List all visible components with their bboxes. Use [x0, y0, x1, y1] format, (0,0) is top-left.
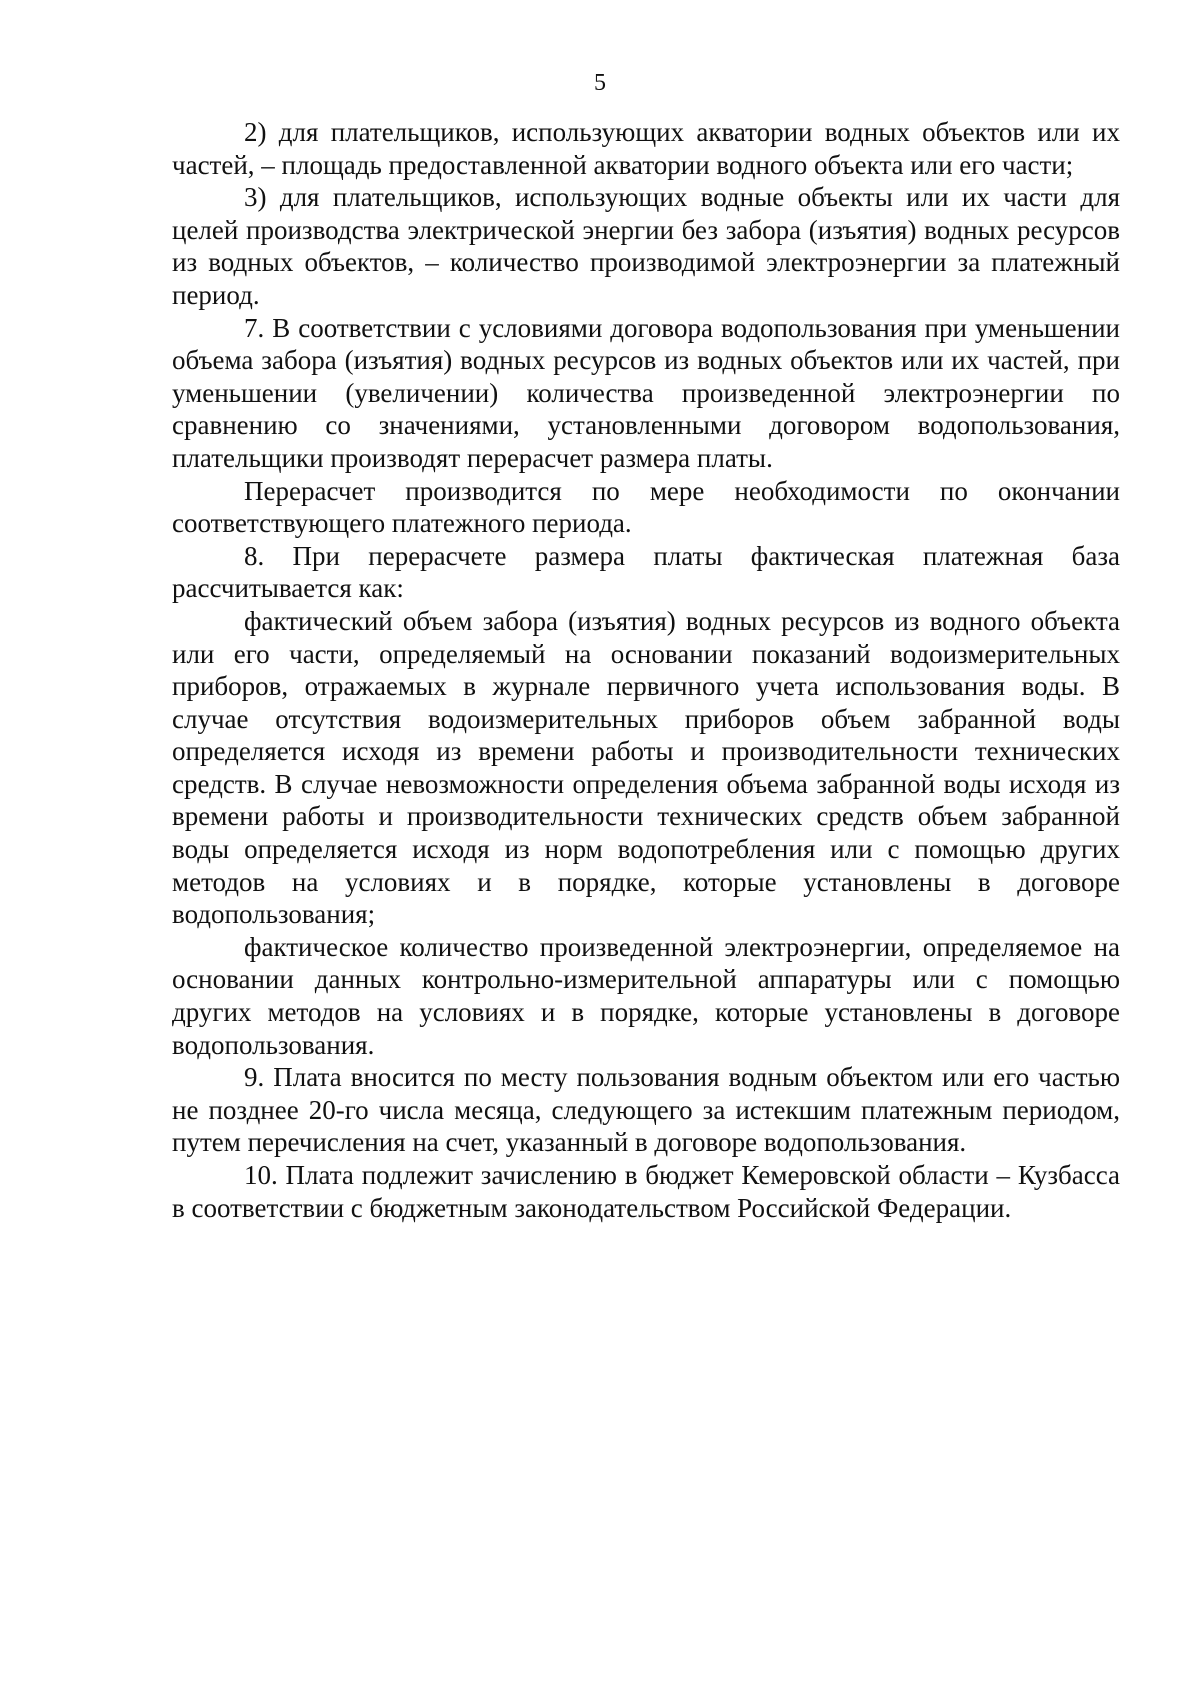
paragraph-actual-volume: фактический объем забора (изъятия) водных ресурсов из водного объекта или его части, определяемый на основании показаний водоизмерительных приборов, отражаемых в журнале первичного учета использования воды. В случае отсутствия водоизмерительных приборов объем забранной воды определяется исходя из времени работы и производительности технических средств. В случае невозможности определения объема забранной воды исходя из времени работы и производительности технических средств объем забранной воды определяется исходя из норм водопотребления или с помощью других методов на условиях и в порядке, которые установлены в договоре водопользования;: [172, 605, 1120, 930]
paragraph-clause-7: 7. В соответствии с условиями договора водопользования при уменьшении объема забора (изъятия) водных ресурсов из водных объектов или их частей, при уменьшении (увеличении) количества произведенной электроэнергии по сравнению со значениями, установленными договором водопользования, плательщики производят перерасчет размера платы.: [172, 312, 1120, 473]
paragraph-clause-9: 9. Плата вносится по месту пользования водным объектом или его частью не позднее 20-го числа месяца, следующего за истекшим платежным периодом, путем перечисления на счет, указанный в договоре водопользования.: [172, 1062, 1120, 1158]
paragraph-clause-10: 10. Плата подлежит зачислению в бюджет Кемеровской области – Кузбасса в соответствии с бюджетным законодательством Российской Федерации.: [172, 1160, 1120, 1223]
paragraph-item-2-area: 2) для плательщиков, использующих акватории водных объектов или их частей, – площадь предоставленной акватории водного объекта или его части;: [172, 117, 1120, 180]
paragraph-recalculation: Перерасчет производится по мере необходимости по окончании соответствующего платежного периода.: [172, 475, 1120, 539]
paragraph-actual-electricity: фактическое количество произведенной электроэнергии, определяемое на основании данных контрольно-измерительной аппаратуры или с помощью других методов на условиях и в порядке, которые установлены в договоре водопользования.: [172, 931, 1120, 1060]
document-body: [172, 116, 1120, 1224]
paragraph-item-3-electricity: 3) для плательщиков, использующих водные объекты или их части для целей производства электрической энергии без забора (изъятия) водных ресурсов из водных объектов, – количество производимой электроэнергии за платежный период.: [172, 182, 1120, 310]
paragraph-clause-8: 8. При перерасчете размера платы фактическая платежная база рассчитывается как:: [172, 540, 1120, 604]
page-number: 5: [594, 70, 606, 96]
